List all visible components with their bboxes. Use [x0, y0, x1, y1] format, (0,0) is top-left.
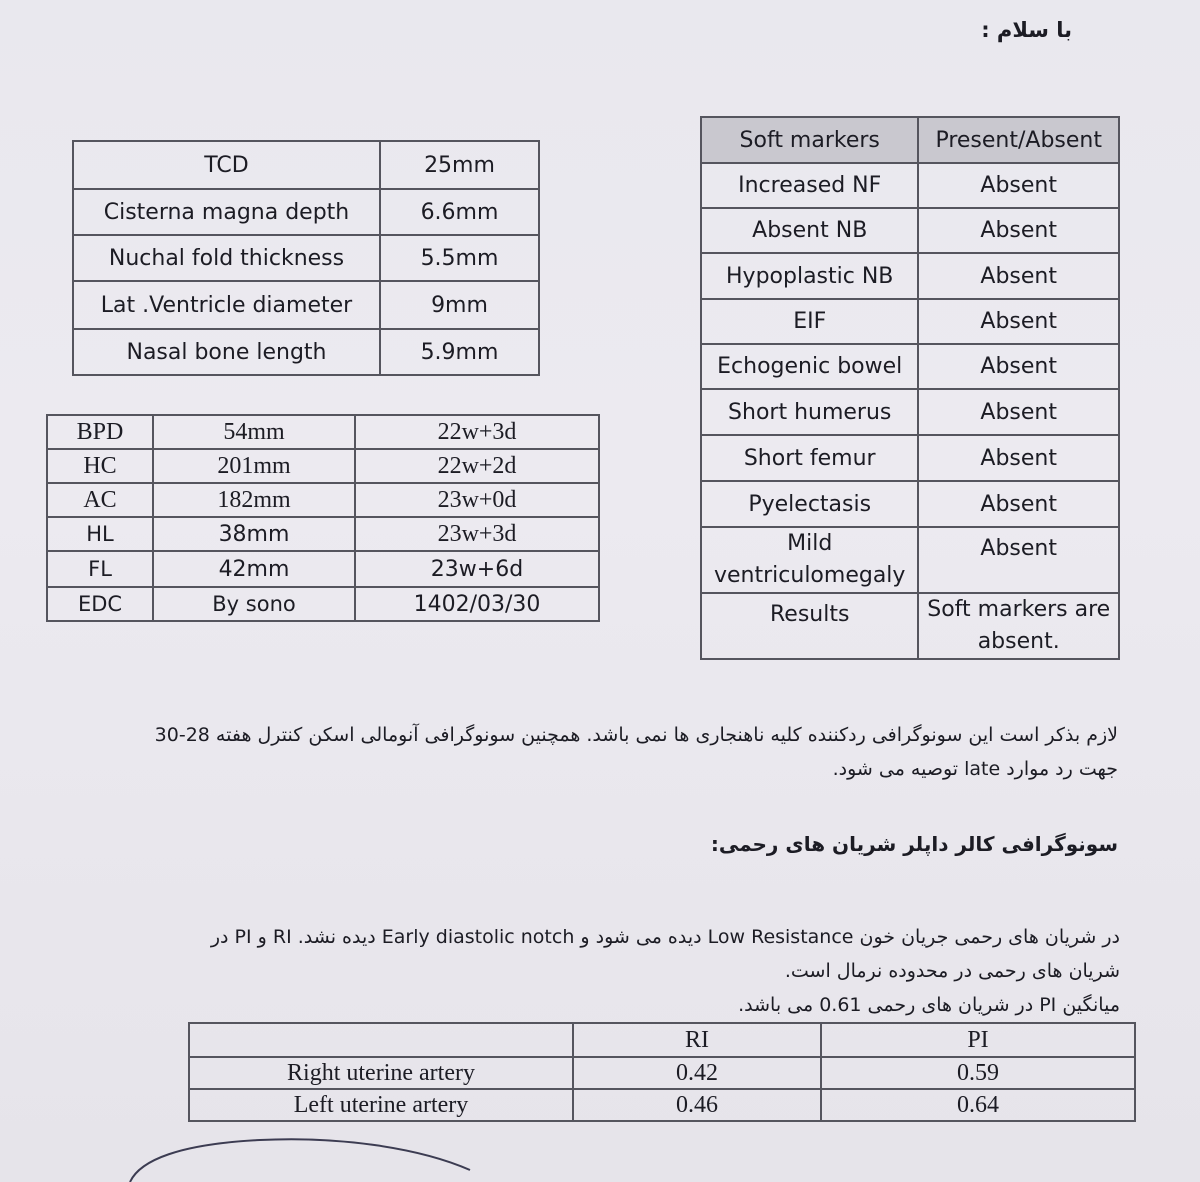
- biometry-age: 1402/03/30: [355, 587, 599, 621]
- table-row: [47, 449, 599, 483]
- blank-header: [189, 1023, 573, 1057]
- table-row: [701, 117, 1119, 163]
- measurement-label: Cisterna magna depth: [73, 189, 380, 235]
- biometry-label: HL: [47, 517, 153, 551]
- measurement-label: Lat .Ventricle diameter: [73, 281, 380, 329]
- table-row: [701, 208, 1119, 253]
- biometry-age: 22w+3d: [355, 415, 599, 449]
- soft-markers-header: Soft markers: [701, 117, 918, 163]
- measurement-label: TCD: [73, 141, 380, 189]
- ri-value: 0.42: [573, 1057, 821, 1089]
- measurement-label: Nasal bone length: [73, 329, 380, 375]
- table-row: [701, 435, 1119, 481]
- marker-name: Short humerus: [701, 389, 918, 435]
- table-row: [701, 299, 1119, 344]
- marker-name: EIF: [701, 299, 918, 344]
- marker-status: Absent: [918, 527, 1119, 593]
- marker-name: Increased NF: [701, 163, 918, 208]
- biometry-size: 201mm: [153, 449, 355, 483]
- biometry-age: 23w+3d: [355, 517, 599, 551]
- doppler-title: سونوگرافی کالر داپلر شریان های رحمی:: [710, 832, 1118, 856]
- pi-header: PI: [821, 1023, 1135, 1057]
- table-row: [47, 415, 599, 449]
- results-value: Soft markers are absent.: [918, 593, 1119, 659]
- artery-label: Left uterine artery: [189, 1089, 573, 1121]
- marker-status: Absent: [918, 299, 1119, 344]
- ri-header: RI: [573, 1023, 821, 1057]
- marker-name: Pyelectasis: [701, 481, 918, 527]
- marker-name: Absent NB: [701, 208, 918, 253]
- note-paragraph: [130, 718, 1118, 786]
- table-row: [73, 281, 539, 329]
- biometry-age: 22w+2d: [355, 449, 599, 483]
- table-row: [73, 141, 539, 189]
- table-row: [701, 481, 1119, 527]
- measurement-label: Nuchal fold thickness: [73, 235, 380, 281]
- measurement-value: 25mm: [380, 141, 539, 189]
- table-row: [73, 189, 539, 235]
- table-row: [73, 235, 539, 281]
- marker-name: Echogenic bowel: [701, 344, 918, 389]
- marker-status: Absent: [918, 389, 1119, 435]
- measurement-value: 5.5mm: [380, 235, 539, 281]
- marker-status: Absent: [918, 208, 1119, 253]
- greeting: با سلام :: [981, 18, 1072, 42]
- doppler-table: [188, 1022, 1136, 1122]
- table-row: [701, 163, 1119, 208]
- table-row: [189, 1023, 1135, 1057]
- pi-value: 0.64: [821, 1089, 1135, 1121]
- biometry-label: HC: [47, 449, 153, 483]
- pi-value: 0.59: [821, 1057, 1135, 1089]
- ri-value: 0.46: [573, 1089, 821, 1121]
- doppler-line-3: میانگین PI در شریان های رحمی 0.61 می باشد.: [738, 994, 1120, 1016]
- marker-name: Mild ventriculomegaly: [701, 527, 918, 593]
- table-row: [73, 329, 539, 375]
- table-row: [47, 551, 599, 587]
- measurement-value: 5.9mm: [380, 329, 539, 375]
- marker-status: Absent: [918, 435, 1119, 481]
- table-row: [701, 389, 1119, 435]
- marker-status: Absent: [918, 344, 1119, 389]
- biometry-age: 23w+0d: [355, 483, 599, 517]
- biometry-label: EDC: [47, 587, 153, 621]
- table-row: [189, 1057, 1135, 1089]
- fetal-measurements-table: [72, 140, 540, 376]
- biometry-label: AC: [47, 483, 153, 517]
- marker-name: Hypoplastic NB: [701, 253, 918, 299]
- note-line-2: جهت رد موارد late توصیه می شود.: [832, 758, 1118, 780]
- note-line-1: لازم بذکر است این سونوگرافی ردکننده کلیه ناهنجاری ها نمی باشد. همچنین سونوگرافی آنومالی اسکن کنترل هفته 28-30: [154, 724, 1118, 746]
- table-row: [701, 344, 1119, 389]
- biometry-size: 182mm: [153, 483, 355, 517]
- doppler-paragraph: [130, 920, 1120, 1022]
- pen-stroke: [120, 1130, 480, 1182]
- table-row: [701, 593, 1119, 659]
- present-absent-header: Present/Absent: [918, 117, 1119, 163]
- table-row: [47, 517, 599, 551]
- marker-name: Short femur: [701, 435, 918, 481]
- biometry-label: FL: [47, 551, 153, 587]
- biometry-size: 42mm: [153, 551, 355, 587]
- table-row: [701, 527, 1119, 593]
- table-row: [701, 253, 1119, 299]
- doppler-line-2: شریان های رحمی در محدوده نرمال است.: [784, 960, 1120, 982]
- biometry-size: By sono: [153, 587, 355, 621]
- biometry-size: 38mm: [153, 517, 355, 551]
- biometry-table: [46, 414, 600, 622]
- marker-status: Absent: [918, 253, 1119, 299]
- measurement-value: 9mm: [380, 281, 539, 329]
- table-row: [47, 587, 599, 621]
- biometry-label: BPD: [47, 415, 153, 449]
- doppler-line-1: در شریان های رحمی جریان خون Low Resistance دیده می شود و Early diastolic notch دیده نشد. RI و PI در: [210, 926, 1120, 948]
- table-row: [189, 1089, 1135, 1121]
- marker-status: Absent: [918, 481, 1119, 527]
- soft-markers-table: [700, 116, 1120, 660]
- table-row: [47, 483, 599, 517]
- marker-status: Absent: [918, 163, 1119, 208]
- artery-label: Right uterine artery: [189, 1057, 573, 1089]
- results-label: Results: [701, 593, 918, 659]
- measurement-value: 6.6mm: [380, 189, 539, 235]
- biometry-age: 23w+6d: [355, 551, 599, 587]
- biometry-size: 54mm: [153, 415, 355, 449]
